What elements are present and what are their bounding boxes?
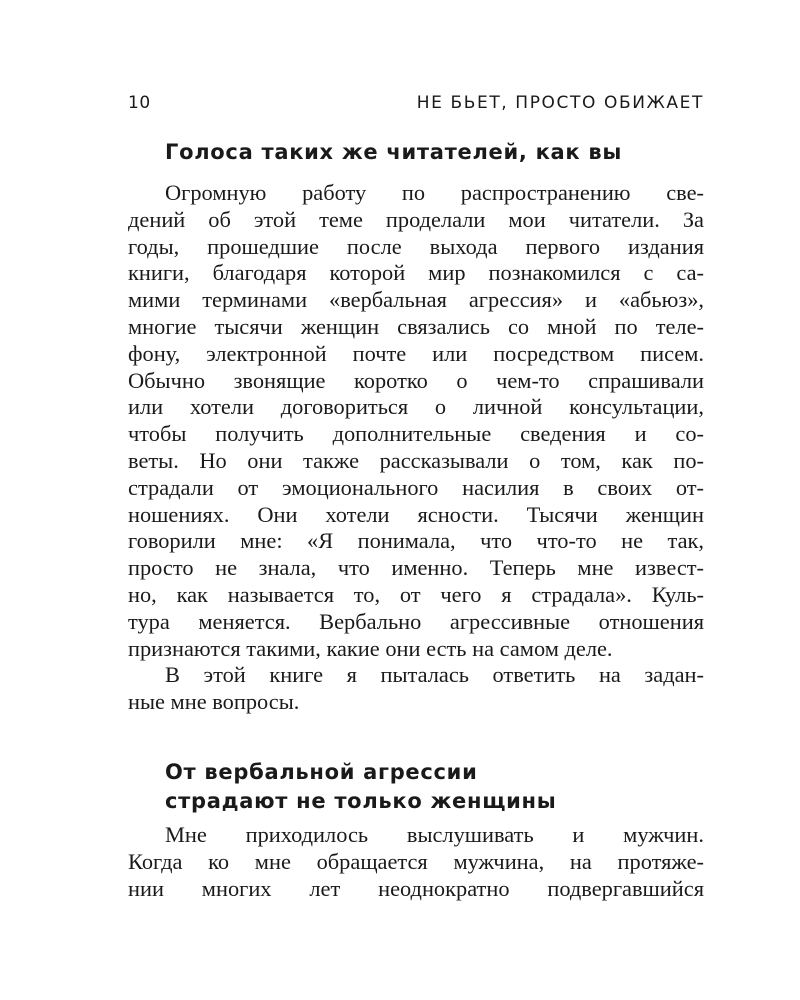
paragraph (128, 180, 704, 662)
heading-line: страдают не только женщины (165, 789, 557, 813)
text-line: фону, электронной почте или посредством писем. (128, 340, 704, 366)
text-line: признаются такими, какие они есть на самом деле. (128, 635, 613, 661)
running-head (128, 93, 704, 113)
text-line: годы, прошедшие после выхода первого издания (128, 233, 704, 259)
section-body-readers-voices (128, 180, 704, 716)
paragraph (128, 662, 704, 716)
text-line: мими терминами «вербальная агрессия» и «абьюз», (128, 287, 704, 313)
text-line: нии многих лет неоднократно подвергавшийся (128, 875, 704, 901)
text-line: книги, благодаря которой мир познакомился с са- (128, 260, 704, 286)
heading-line: От вербальной агрессии (165, 760, 478, 784)
text-line: Обычно звонящие коротко о чем-то спрашивали (128, 367, 704, 393)
text-line: Когда ко мне обращается мужчина, на протяже- (128, 848, 704, 874)
text-line: веты. Но они также рассказывали о том, как по- (128, 447, 704, 473)
paragraph (128, 822, 704, 902)
text-line: ношениях. Они хотели ясности. Тысячи женщин (128, 501, 704, 527)
section-body-not-only-women (128, 822, 704, 902)
text-line: Огромную работу по распространению све- (165, 180, 704, 205)
text-line: просто не знала, что именно. Теперь мне извест- (128, 555, 704, 581)
text-line: Мне приходилось выслушивать и мужчин. (165, 822, 704, 847)
text-line: многие тысячи женщин связались со мной по теле- (128, 313, 704, 339)
page-number: 10 (128, 93, 151, 113)
text-line: тура меняется. Вербально агрессивные отношения (128, 608, 704, 634)
section-heading-readers-voices: Голоса таких же читателей, как вы (165, 140, 623, 164)
text-line: но, как называется то, от чего я страдала». Куль- (128, 581, 704, 607)
text-line: или хотели договориться о личной консультации, (128, 394, 704, 420)
text-line: дений об этой теме проделали мои читатели. За (128, 206, 704, 232)
running-title: НЕ БЬЕТ, ПРОСТО ОБИЖАЕТ (416, 93, 704, 113)
text-line: говорили мне: «Я понимала, что что-то не так, (128, 528, 704, 554)
text-line: В этой книге я пыталась ответить на задан- (165, 662, 704, 688)
text-line: чтобы получить дополнительные сведения и со- (128, 421, 704, 447)
section-heading-not-only-women (165, 758, 556, 816)
text-line: ные мне вопросы. (128, 689, 300, 715)
text-line: страдали от эмоционального насилия в своих от- (128, 474, 704, 500)
